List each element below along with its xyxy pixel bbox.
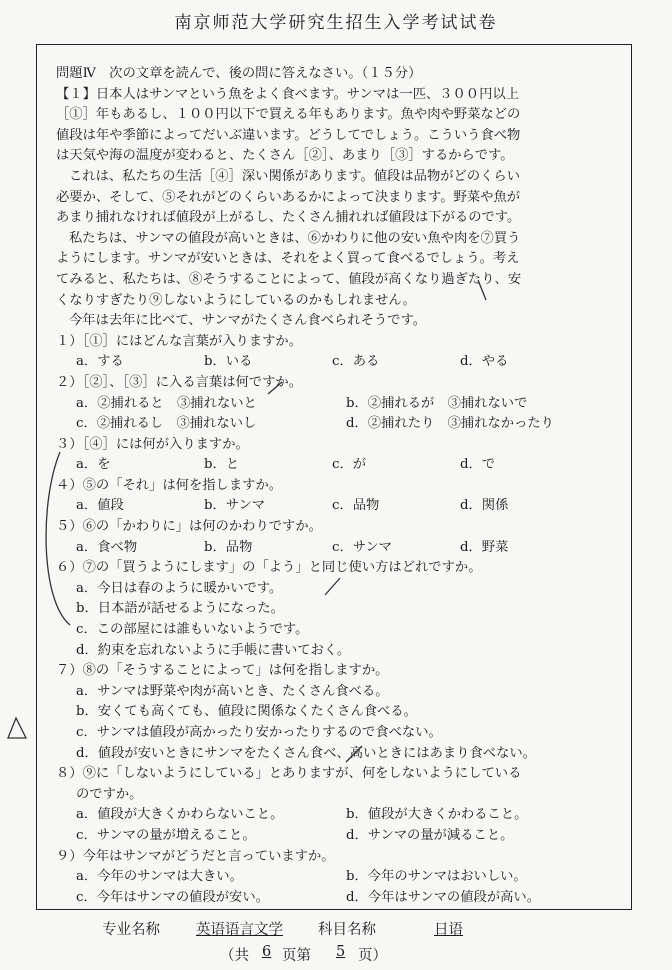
page-prefix: （共 bbox=[220, 948, 249, 964]
option: b．と bbox=[204, 457, 240, 473]
passage-line: くなりすぎたり⑨しないようにしているのかもしれません。 bbox=[56, 292, 416, 308]
option: a．食べ物 bbox=[76, 539, 138, 555]
option: b．日本語が話せるようになった。 bbox=[76, 601, 284, 617]
option: c．品物 bbox=[332, 498, 380, 514]
option: d．関係 bbox=[460, 498, 509, 514]
passage-line: 今年は去年に比べて、サンマがたくさん食べられそうです。 bbox=[69, 313, 427, 329]
major-value: 英语语言文学 bbox=[196, 922, 283, 938]
question-text: ２）［②］、［③］に入る言葉は何ですか。 bbox=[56, 374, 302, 390]
option: d．で bbox=[460, 457, 496, 473]
passage-line: ［①］年もあるし、１００円以下で買える年もあります。魚や肉や野菜などの bbox=[56, 107, 521, 123]
option: b．品物 bbox=[204, 539, 253, 555]
page-total: 6 bbox=[262, 944, 272, 960]
option: c．が bbox=[332, 457, 367, 473]
page-current: 5 bbox=[336, 944, 346, 960]
option: a．今日は春のように暖かいです。 bbox=[76, 580, 283, 596]
question-text: ５）⑥の「かわりに」は何のかわりですか。 bbox=[56, 519, 322, 535]
option: d．野菜 bbox=[460, 539, 509, 555]
option-row bbox=[56, 496, 618, 517]
option: c．ある bbox=[332, 354, 380, 370]
passage-line: 私たちは、サンマの値段が高いときは、⑥かわりに他の安い魚や肉を⑦買う bbox=[69, 230, 521, 246]
exam-content bbox=[56, 64, 618, 908]
major-label: 专业名称 bbox=[102, 922, 160, 938]
passage-line: 値段は年や季節によってだいぶ違います。どうしてでしょう。こういう食べ物 bbox=[56, 127, 521, 143]
option: d．値段が安いときにサンマをたくさん食べ、高いときにはあまり食べない。 bbox=[76, 745, 536, 761]
option: c．今年はサンマの値段が安い。 bbox=[76, 889, 269, 905]
passage-line: は天気や海の温度が変わると、たくさん［②］、あまり［③］するからです。 bbox=[56, 148, 514, 164]
option-row bbox=[56, 805, 618, 826]
option: d．やる bbox=[460, 354, 509, 370]
question-text: ６）⑦の「買うようにします」の「よう」と同じ使い方はどれですか。 bbox=[56, 560, 482, 576]
option: b．サンマ bbox=[204, 498, 266, 514]
subject-label: 科目名称 bbox=[318, 922, 376, 938]
question-text: ８）⑨に「しないようにしている」とありますが、何をしないようにしている bbox=[56, 766, 522, 782]
question-text: ４）⑤の「それ」は何を指しますか。 bbox=[56, 477, 283, 493]
option-row bbox=[56, 352, 618, 373]
option: a．サンマは野菜や肉が高いとき、たくさん食べる。 bbox=[76, 683, 389, 699]
question-text: ９）今年はサンマがどうだと言っていますか。 bbox=[56, 848, 335, 864]
option: c．②捕れるし ③捕れないし bbox=[76, 416, 257, 432]
option: c．サンマは値段が高かったり安かったりするので食べない。 bbox=[76, 725, 442, 740]
option: c．サンマの量が増えること。 bbox=[76, 827, 256, 843]
option: a．する bbox=[76, 354, 124, 370]
passage-line: 必要か、そして、⑤それがどのくらいあるかによって決まります。野菜や魚が bbox=[56, 189, 521, 205]
option: b．いる bbox=[204, 354, 253, 370]
option: c．この部屋には誰もいないようです。 bbox=[76, 622, 309, 638]
option-row bbox=[56, 867, 618, 888]
option: d．②捕れたり ③捕れなかったり bbox=[346, 416, 554, 432]
option: b．安くても高くても、値段に関係なくたくさん食べる。 bbox=[76, 704, 417, 720]
page-suffix: 页） bbox=[358, 948, 387, 964]
question-text: １）［①］にはどんな言葉が入りますか。 bbox=[56, 333, 302, 349]
option: b．今年のサンマはおいしい。 bbox=[346, 869, 527, 885]
question-text: ３）［④］には何が入りますか。 bbox=[56, 436, 249, 452]
option: b．②捕れるが ③捕れないで bbox=[346, 395, 528, 411]
option-row bbox=[56, 394, 618, 415]
option: a．今年のサンマは大きい。 bbox=[76, 869, 243, 885]
question-text-cont: のですか。 bbox=[76, 786, 143, 802]
option: a．を bbox=[76, 457, 111, 473]
section-title: 問題Ⅳ 次の文章を読んで、後の問に答えなさい。（１５分） bbox=[56, 66, 422, 81]
option: a．②捕れると ③捕れないと bbox=[76, 395, 257, 411]
option: c．サンマ bbox=[332, 539, 392, 555]
option-row bbox=[56, 888, 618, 909]
option: b．値段が大きくかわること。 bbox=[346, 807, 528, 823]
passage-line: あまり捕れなければ値段が上がるし、たくさん捕れれば値段は下がるのです。 bbox=[56, 210, 521, 226]
option: a．値段 bbox=[76, 498, 124, 514]
option: d．約束を忘れないように手帳に書いておく。 bbox=[76, 642, 351, 658]
passage-line: これは、私たちの生活［④］深い関係があります。値段は品物がどのくらい bbox=[69, 168, 521, 184]
option: a．値段が大きくかわらないこと。 bbox=[76, 807, 284, 823]
option-row bbox=[56, 414, 618, 435]
page-mid: 页第 bbox=[282, 948, 311, 964]
passage-line: てみると、私たちは、⑧そうすることによって、値段が高くなり過ぎたり、安 bbox=[56, 271, 522, 287]
option-row bbox=[56, 826, 618, 847]
option: d．今年はサンマの値段が高い。 bbox=[346, 889, 541, 905]
passage-line: ようにします。サンマが安いときは、それをよく買って食べるでしょう。考え bbox=[56, 251, 520, 267]
option-row bbox=[56, 538, 618, 559]
question-text: ７）⑧の「そうすることによって」は何を指しますか。 bbox=[56, 663, 389, 679]
exam-header-title: 南京师范大学研究生招生入学考试试卷 bbox=[174, 13, 498, 33]
passage-line: 【１】日本人はサンマという魚をよく食べます。サンマは一匹、３００円以上 bbox=[56, 86, 519, 102]
option: d．サンマの量が減ること。 bbox=[346, 827, 514, 843]
option-row bbox=[56, 455, 618, 476]
passage bbox=[56, 85, 618, 332]
subject-value: 日语 bbox=[434, 922, 463, 938]
